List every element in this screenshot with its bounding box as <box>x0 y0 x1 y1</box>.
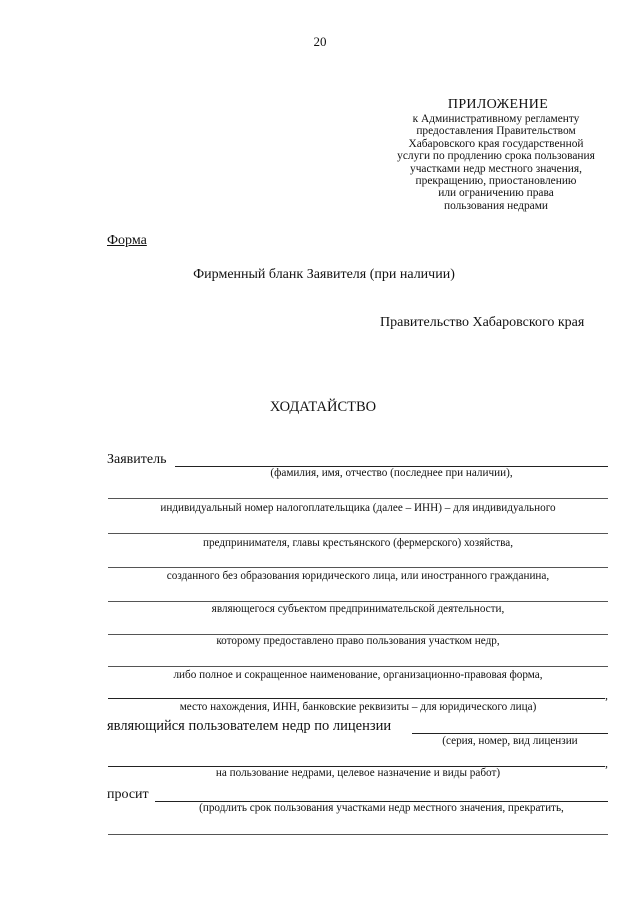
applicant-field-line[interactable] <box>108 698 605 699</box>
document-title: ХОДАТАЙСТВО <box>269 399 377 415</box>
license-field-line[interactable] <box>412 733 608 734</box>
appendix-line: предоставления Правительством <box>416 125 576 138</box>
comma: , <box>605 688 608 702</box>
appendix-line: участками недр местного значения, <box>410 162 582 175</box>
request-hint: (продлить срок пользования участками недр местного значения, прекратить, <box>199 802 564 814</box>
appendix-line: к Административному регламенту <box>412 113 580 125</box>
letterhead-caption: Фирменный бланк Заявителя (при наличии) <box>193 267 455 282</box>
applicant-hint: которому предоставлено право пользования участком недр, <box>216 635 500 647</box>
appendix-line: Хабаровского края государственной <box>408 137 584 150</box>
license-hint: на пользование недрами, целевое назначение и виды работ) <box>215 767 501 779</box>
applicant-label: Заявитель <box>107 452 167 467</box>
appendix-text <box>382 113 610 212</box>
license-label: являющийся пользователем недр по лицензии <box>107 718 392 734</box>
applicant-hint: предпринимателя, главы крестьянского (фермерского) хозяйства, <box>202 537 514 549</box>
applicant-hint: место нахождения, ИНН, банковские реквизиты – для юридического лица) <box>179 701 537 713</box>
license-hint: (серия, номер, вид лицензии <box>442 735 578 747</box>
appendix-line: пользования недрами <box>443 199 549 212</box>
appendix-line: услуги по продлению срока пользования <box>397 150 595 163</box>
addressee: Правительство Хабаровского края <box>380 315 585 330</box>
applicant-hint: индивидуальный номер налогоплательщика (далее – ИНН) – для индивидуального <box>160 502 556 514</box>
applicant-hint: либо полное и сокращенное наименование, организационно-правовая форма, <box>173 669 543 681</box>
applicant-field-line[interactable] <box>108 498 608 499</box>
applicant-hint: созданного без образования юридического лица, или иностранного гражданина, <box>166 570 550 582</box>
appendix-title: ПРИЛОЖЕНИЕ <box>447 97 549 112</box>
appendix-line: или ограничению права <box>438 187 554 200</box>
request-field-line[interactable] <box>108 834 608 835</box>
applicant-field-line[interactable] <box>108 533 608 534</box>
form-label: Форма <box>107 233 147 248</box>
comma: , <box>605 756 608 770</box>
applicant-hint: (фамилия, имя, отчество (последнее при наличии), <box>270 467 513 479</box>
applicant-field-line[interactable] <box>108 666 608 667</box>
page-number: 20 <box>313 34 327 49</box>
applicant-field-line[interactable] <box>108 601 608 602</box>
applicant-field-line[interactable] <box>108 567 608 568</box>
request-label: просит <box>107 787 149 802</box>
applicant-hint: являющегося субъектом предпринимательской деятельности, <box>211 603 505 615</box>
appendix-line: прекращению, приостановлению <box>415 175 577 188</box>
